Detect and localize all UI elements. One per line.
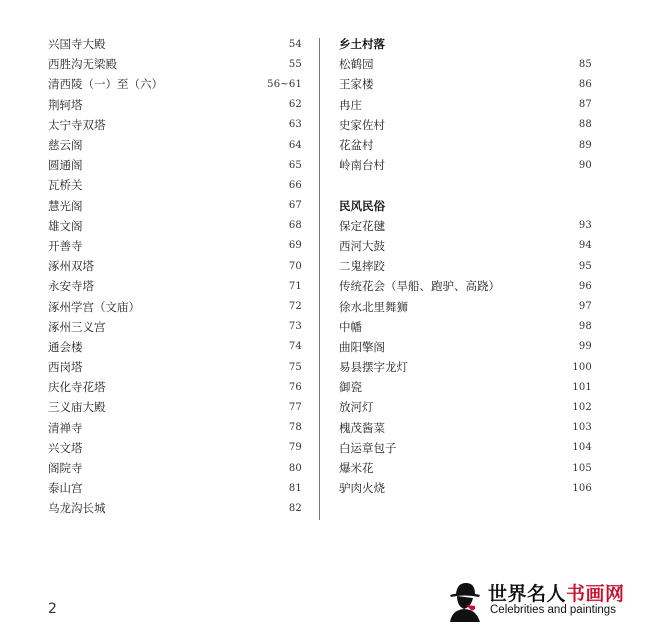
toc-entry: [48, 115, 302, 135]
entry-title: 驴肉火烧: [339, 481, 385, 496]
entry-title: 中幡: [339, 319, 362, 334]
entry-title: 雄文阁: [48, 218, 83, 233]
entry-page: 98: [578, 321, 592, 333]
toc-entry: [48, 196, 302, 216]
entry-title: 通会楼: [48, 339, 83, 354]
entry-title: 开善寺: [48, 238, 83, 253]
entry-page: 93: [578, 220, 592, 232]
entry-page: 63: [288, 119, 302, 131]
entry-title: 槐茂酱菜: [339, 420, 385, 435]
entry-page: 68: [288, 220, 302, 232]
watermark-logo: [444, 578, 644, 622]
entry-page: 69: [288, 240, 302, 252]
entry-page: 79: [288, 442, 302, 454]
entry-title: 徐水北里舞狮: [339, 299, 408, 314]
toc-entry: [339, 296, 592, 316]
entry-title: 易县摆字龙灯: [339, 360, 408, 375]
section-heading: 乡土村落: [339, 37, 385, 52]
toc-entry: [48, 135, 302, 155]
toc-entry: [339, 74, 592, 94]
toc-left-column: [48, 34, 302, 519]
watermark-title-red: 书画网: [566, 583, 625, 605]
toc-entry: [339, 418, 592, 438]
entry-title: 西岗塔: [48, 360, 83, 375]
toc-entry: [339, 458, 592, 478]
entry-title: 圆通阁: [48, 158, 83, 173]
section-heading: 民风民俗: [339, 198, 385, 213]
entry-title: 冉庄: [339, 97, 362, 112]
entry-title: 御瓷: [339, 380, 362, 395]
toc-entry: [48, 216, 302, 236]
entry-title: 放河灯: [339, 400, 374, 415]
entry-page: 67: [288, 200, 302, 212]
toc-entry: [339, 54, 592, 74]
entry-title: 慈云阁: [48, 138, 83, 153]
toc-entry: [48, 317, 302, 337]
toc-entry: [48, 397, 302, 417]
entry-page: 75: [288, 361, 302, 373]
toc-entry: [339, 357, 592, 377]
toc-entry: [48, 377, 302, 397]
entry-title: 西河大鼓: [339, 238, 385, 253]
entry-title: 泰山宫: [48, 481, 83, 496]
entry-title: 松鹤园: [339, 57, 374, 72]
toc-entry: [48, 357, 302, 377]
entry-page: 56~61: [267, 78, 302, 90]
entry-page: 99: [578, 341, 592, 353]
entry-title: 三义庙大殿: [48, 400, 106, 415]
entry-title: 花盆村: [339, 138, 374, 153]
toc-entry: [48, 296, 302, 316]
entry-title: 阁院寺: [48, 461, 83, 476]
toc-entry: [48, 418, 302, 438]
toc-entry: [339, 155, 592, 175]
entry-title: 涿州双塔: [48, 259, 94, 274]
toc-entry: [48, 458, 302, 478]
entry-page: 89: [578, 139, 592, 151]
toc-entry: [48, 54, 302, 74]
entry-page: 78: [288, 422, 302, 434]
toc-entry: [339, 337, 592, 357]
entry-page: 106: [572, 482, 592, 494]
toc-entry: [339, 95, 592, 115]
entry-title: 保定花毽: [339, 218, 385, 233]
toc-entry: [339, 438, 592, 458]
entry-page: 62: [288, 99, 302, 111]
entry-title: 岭南台村: [339, 158, 385, 173]
page-number: 2: [48, 601, 57, 617]
toc-entry: [339, 317, 592, 337]
section-gap: [339, 175, 592, 195]
entry-page: 104: [572, 442, 592, 454]
entry-title: 西胜沟无梁殿: [48, 57, 117, 72]
toc-entry: [339, 276, 592, 296]
toc-entry: [48, 155, 302, 175]
entry-title: 清西陵（一）至（六）: [48, 77, 163, 92]
toc-entry: [339, 115, 592, 135]
toc-entry: [339, 236, 592, 256]
entry-title: 王家楼: [339, 77, 374, 92]
entry-title: 二鬼摔跤: [339, 259, 385, 274]
entry-page: 90: [578, 159, 592, 171]
entry-page: 100: [572, 361, 592, 373]
toc-entry: [48, 256, 302, 276]
entry-title: 瓦桥关: [48, 178, 83, 193]
entry-page: 81: [288, 482, 302, 494]
entry-page: 95: [578, 260, 592, 272]
entry-page: 96: [578, 280, 592, 292]
entry-page: 76: [288, 381, 302, 393]
entry-title: 太宁寺双塔: [48, 117, 106, 132]
toc-entry: [48, 236, 302, 256]
entry-page: 80: [288, 462, 302, 474]
toc-entry: [339, 256, 592, 276]
entry-page: 102: [572, 401, 592, 413]
entry-title: 兴国寺大殿: [48, 37, 106, 52]
entry-title: 史家佐村: [339, 117, 385, 132]
toc-entry: [48, 34, 302, 54]
watermark-title-black: 世界名人: [488, 583, 567, 605]
toc-entry: [339, 377, 592, 397]
toc-entry: [48, 175, 302, 195]
entry-page: 82: [288, 502, 302, 514]
entry-title: 白运章包子: [339, 440, 397, 455]
entry-page: 71: [288, 280, 302, 292]
entry-page: 85: [578, 58, 592, 70]
entry-page: 105: [572, 462, 592, 474]
entry-page: 55: [288, 58, 302, 70]
entry-title: 庆化寺花塔: [48, 380, 106, 395]
entry-title: 涿州学宫（文庙）: [48, 299, 140, 314]
entry-page: 77: [288, 401, 302, 413]
entry-page: 103: [572, 422, 592, 434]
entry-page: 54: [288, 38, 302, 50]
entry-page: 66: [288, 179, 302, 191]
toc-entry: [48, 438, 302, 458]
entry-page: 97: [578, 301, 592, 313]
entry-title: 曲阳擎阁: [339, 339, 385, 354]
entry-title: 永安寺塔: [48, 279, 94, 294]
entry-title: 爆米花: [339, 461, 374, 476]
toc-entry: [48, 498, 302, 518]
entry-page: 74: [288, 341, 302, 353]
toc-entry: [48, 337, 302, 357]
watermark-subtitle: Celebrities and paintings: [490, 604, 616, 616]
entry-page: 88: [578, 119, 592, 131]
toc-entry: [48, 276, 302, 296]
toc-entry: [339, 216, 592, 236]
entry-title: 传统花会（旱船、跑驴、高跷）: [339, 279, 500, 294]
entry-page: 86: [578, 78, 592, 90]
entry-title: 清禅寺: [48, 420, 83, 435]
entry-title: 兴文塔: [48, 440, 83, 455]
toc-entry: [339, 397, 592, 417]
toc-entry: [48, 478, 302, 498]
entry-page: 65: [288, 159, 302, 171]
entry-title: 涿州三义宫: [48, 319, 106, 334]
entry-page: 70: [288, 260, 302, 272]
entry-page: 64: [288, 139, 302, 151]
entry-title: 乌龙沟长城: [48, 501, 106, 516]
column-divider: [319, 38, 320, 520]
entry-title: 荆轲塔: [48, 97, 83, 112]
toc-entry: [48, 95, 302, 115]
entry-page: 101: [572, 381, 592, 393]
entry-page: 72: [288, 301, 302, 313]
entry-page: 73: [288, 321, 302, 333]
entry-page: 94: [578, 240, 592, 252]
silhouette-logo-icon: [444, 578, 488, 622]
toc-entry: [339, 135, 592, 155]
toc-entry: [48, 74, 302, 94]
toc-right-column: [339, 34, 592, 498]
toc-entry: [339, 478, 592, 498]
entry-title: 慧光阁: [48, 198, 83, 213]
entry-page: 87: [578, 99, 592, 111]
